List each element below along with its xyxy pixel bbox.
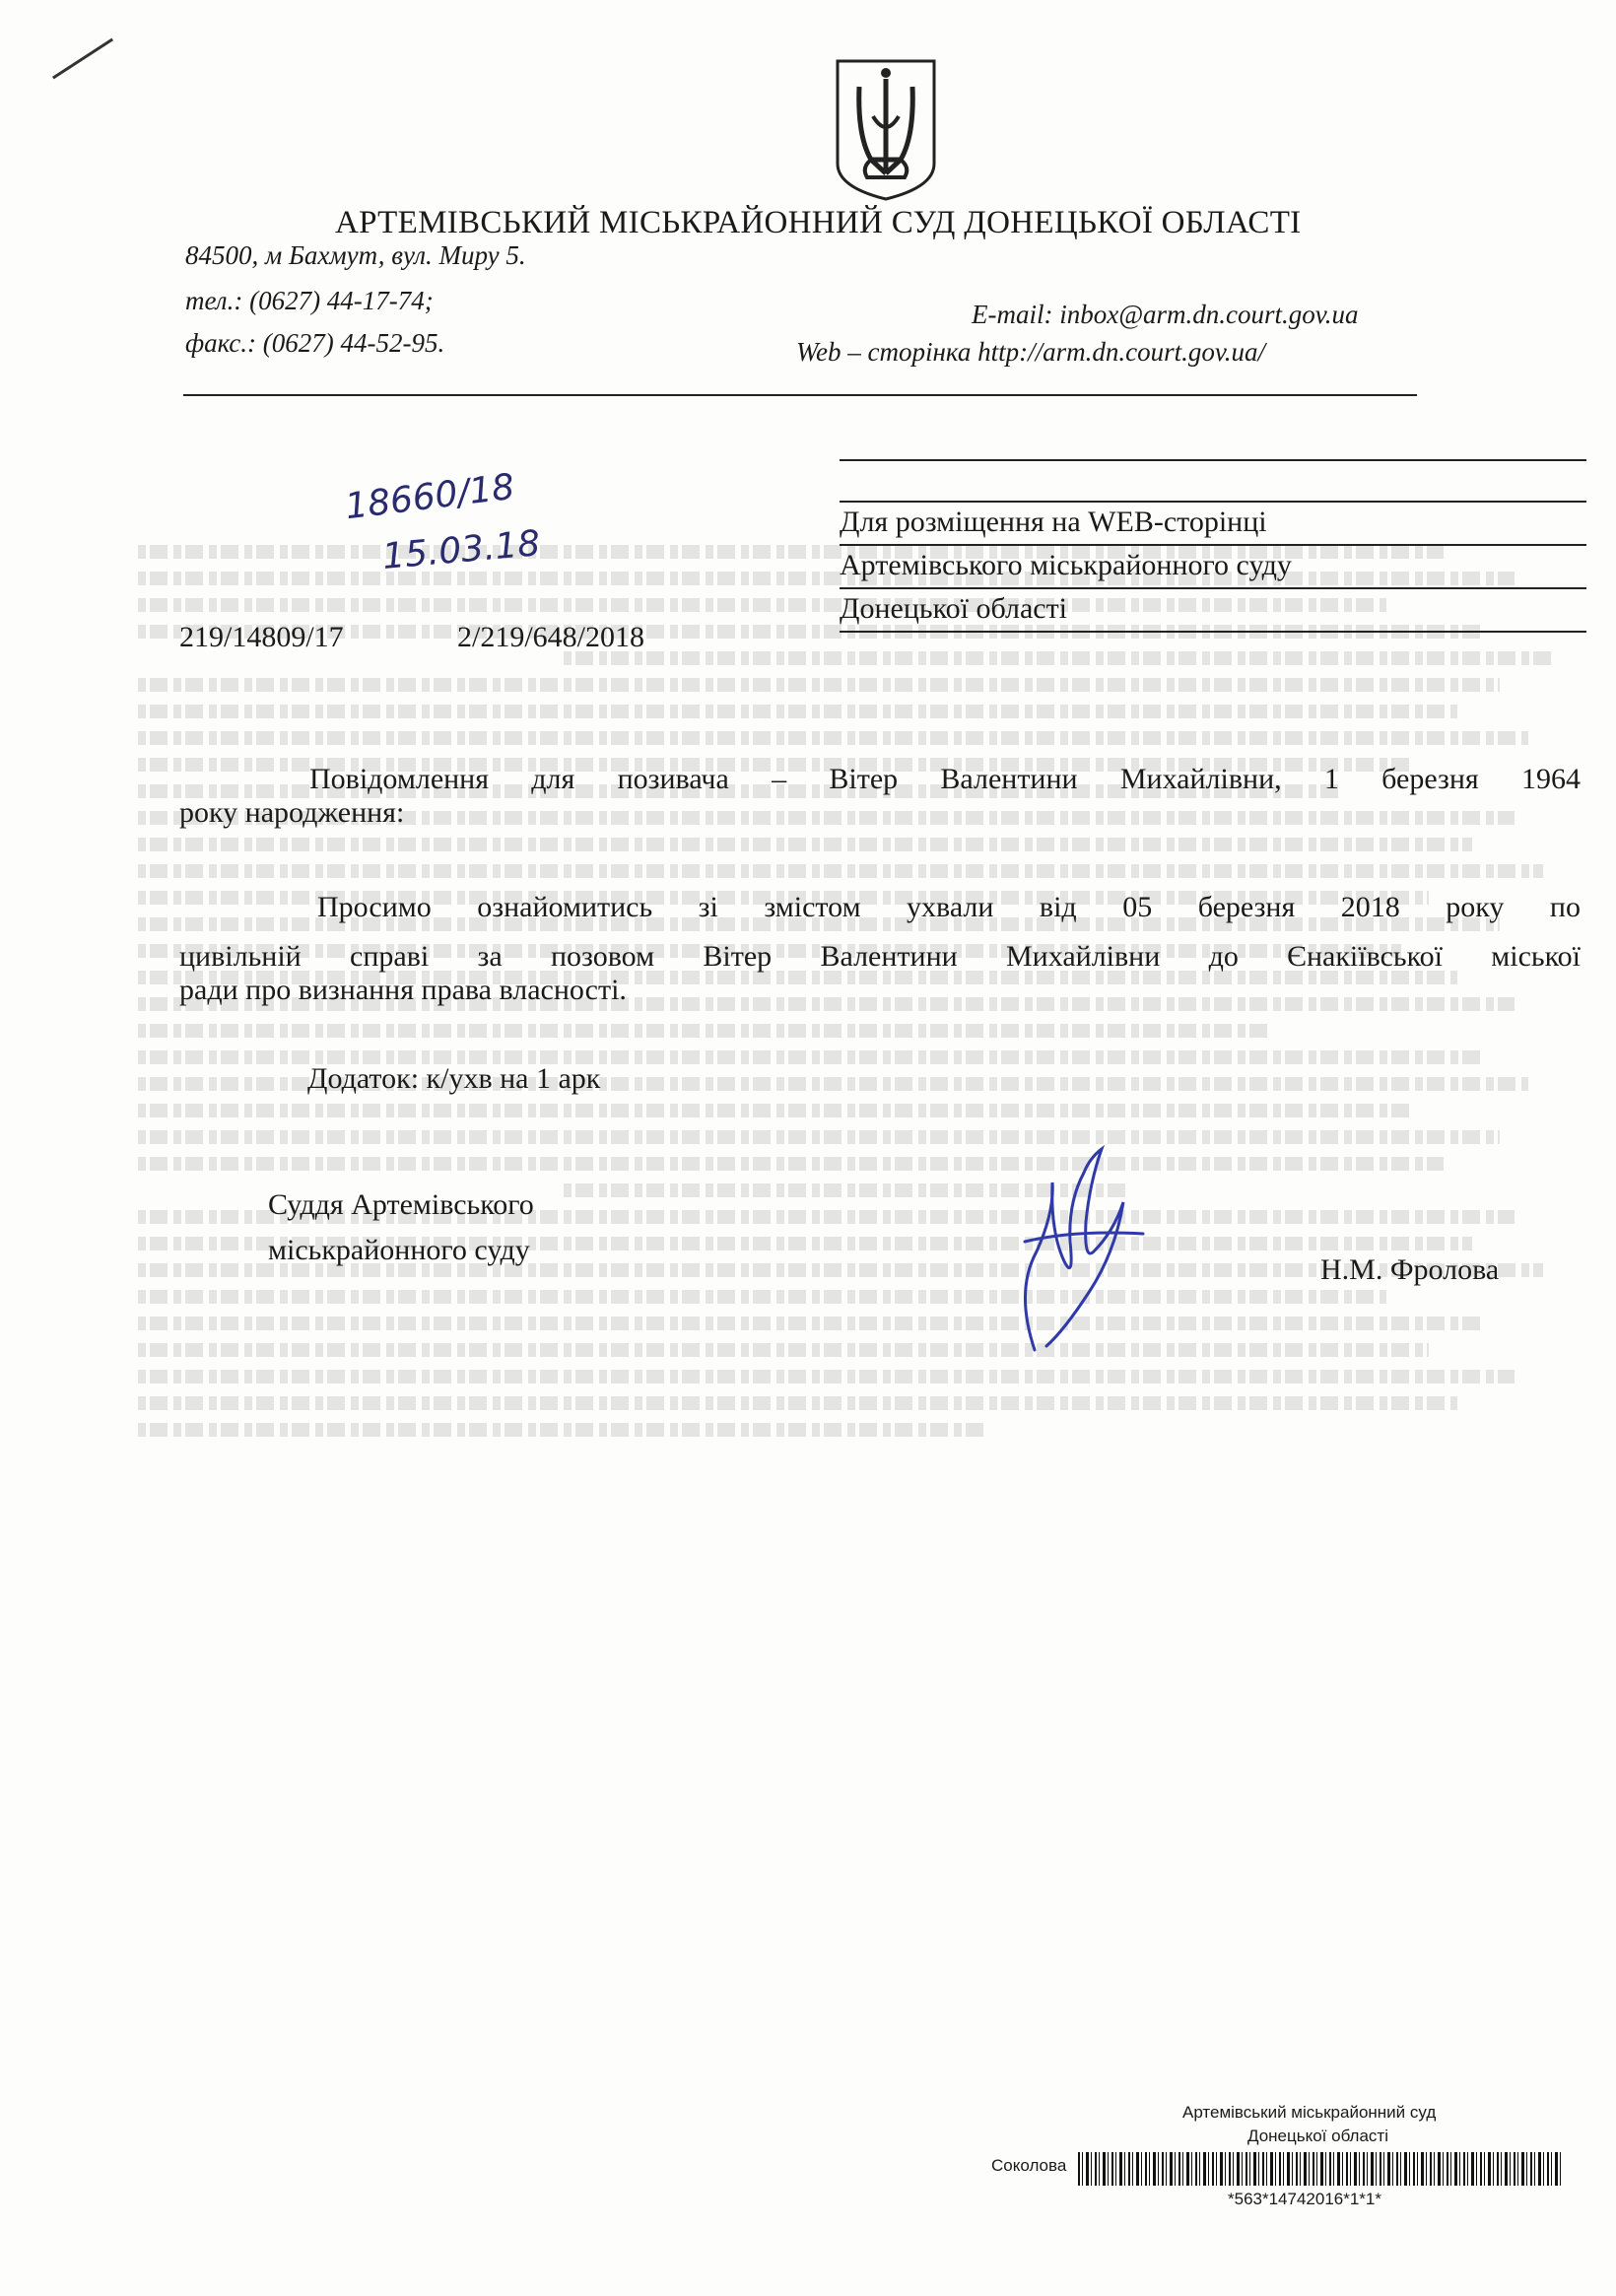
barcode-text: *563*14742016*1*1* [1228, 2190, 1381, 2208]
stamp-region: Донецької області [1247, 2127, 1388, 2145]
judge-name: Н.М. Фролова [1320, 1253, 1500, 1286]
addressee-line-1: Для розміщення на WEB-сторінці [840, 501, 1586, 546]
pen-mark [52, 38, 113, 80]
attachment-note: Додаток: к/ухв на 1 арк [307, 1062, 601, 1095]
notice-heading-continuation: року народження: [179, 796, 405, 829]
addressee-blank-line [840, 457, 1586, 503]
judge-title-line-1: Суддя Артемівського [268, 1188, 534, 1221]
notice-heading-line: Повідомлення для позивача – Вітер Валентини Михайлівни, 1 березня 1964 [309, 763, 1581, 795]
notice-paragraph-line-2: цивільній справі за позовом Вітер Валентини Михайлівни до Єнакіївської міської [179, 940, 1581, 973]
court-name: АРТЕМІВСЬКИЙ МІСЬКРАЙОННИЙ СУД ДОНЕЦЬКОЇ ОБЛАСТІ [335, 205, 1302, 240]
court-phone: тел.: (0627) 44-17-74; [185, 286, 434, 315]
addressee-line-3: Донецької області [840, 587, 1586, 633]
trident-emblem-icon [832, 57, 940, 203]
notice-paragraph-line-3: ради про визнання права власності. [179, 974, 627, 1006]
notice-paragraph-line-1: Просимо ознайомитись зі змістом ухвали від 05 березня 2018 року по [317, 891, 1581, 923]
court-fax: факс.: (0627) 44-52-95. [185, 328, 445, 358]
stamp-clerk-name: Соколова [991, 2156, 1067, 2175]
court-address: 84500, м Бахмут, вул. Миру 5. [185, 240, 526, 270]
barcode [1078, 2152, 1563, 2186]
proceeding-number: 2/219/648/2018 [457, 621, 645, 653]
header-divider [183, 394, 1417, 396]
court-email: E-mail: inbox@arm.dn.court.gov.ua [972, 300, 1359, 329]
handwritten-signature [995, 1143, 1163, 1360]
court-website: Web – сторінка http://arm.dn.court.gov.ua/ [796, 337, 1266, 367]
judge-title-line-2: міськрайонного суду [268, 1234, 530, 1266]
addressee-line-2: Артемівського міськрайонного суду [840, 544, 1586, 589]
registration-number: 18660/18 [343, 466, 517, 528]
registration-date: 15.03.18 [380, 523, 542, 577]
case-number: 219/14809/17 [179, 621, 344, 653]
stamp-court-name: Артемівський міськрайонний суд [1182, 2103, 1437, 2122]
